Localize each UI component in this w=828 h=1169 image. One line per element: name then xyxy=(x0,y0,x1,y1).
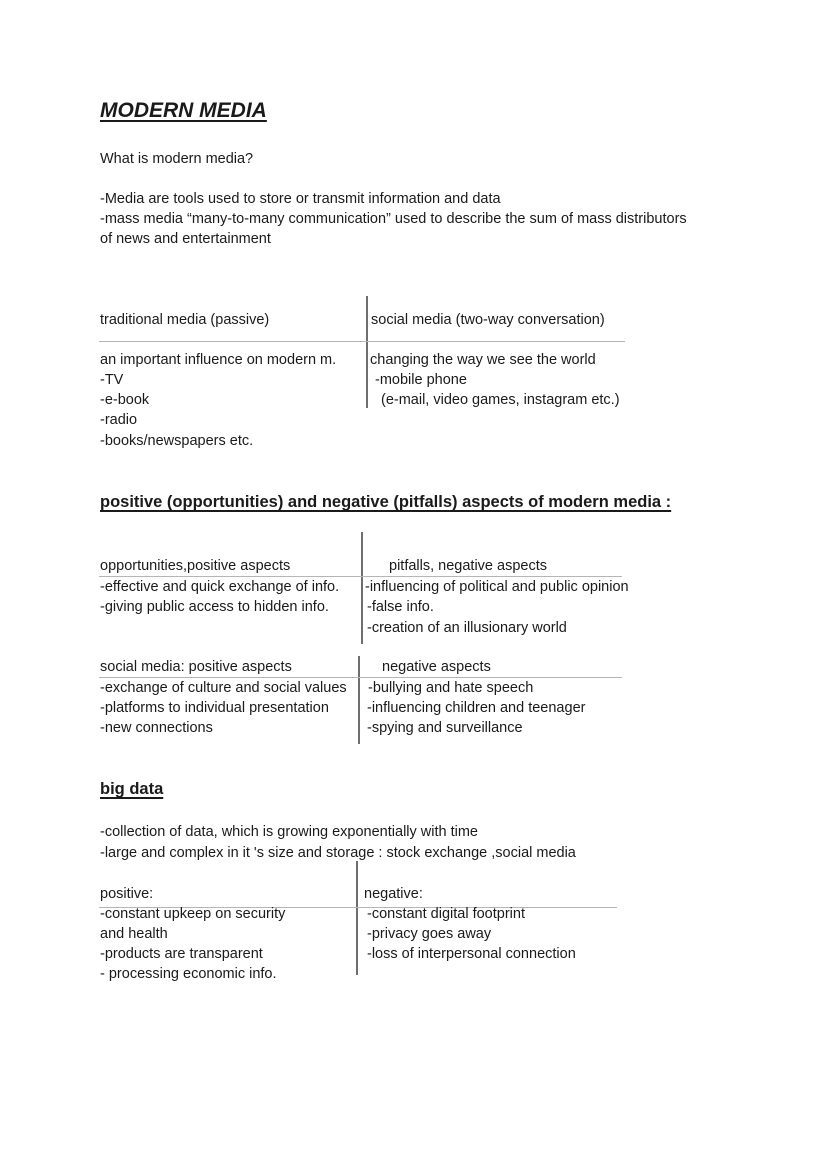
table-cell: -giving public access to hidden info. xyxy=(100,599,329,615)
big-data-line: -collection of data, which is growing exponentially with time xyxy=(100,824,478,840)
table-header-social-negative: negative aspects xyxy=(382,659,491,675)
table-header-social: social media (two-way conversation) xyxy=(371,312,605,328)
table-header-opportunities: opportunities,positive aspects xyxy=(100,558,291,574)
table-cell: -effective and quick exchange of info. xyxy=(100,579,340,595)
table-column-divider xyxy=(356,861,358,975)
table-cell: -mobile phone xyxy=(375,372,467,388)
table-header-traditional: traditional media (passive) xyxy=(100,312,270,328)
table-column-divider xyxy=(358,656,360,744)
table-header-positive: positive: xyxy=(100,886,154,902)
table-column-divider xyxy=(366,296,368,408)
table-cell: -loss of interpersonal connection xyxy=(367,946,576,962)
table-cell: an important influence on modern m. xyxy=(100,352,337,368)
table-cell: -books/newspapers etc. xyxy=(100,433,254,449)
table-column-divider xyxy=(361,532,363,644)
table-cell: -influencing children and teenager xyxy=(367,700,586,716)
table-cell: - processing economic info. xyxy=(100,966,277,982)
big-data-line: -large and complex in it 's size and storage : stock exchange ,social media xyxy=(100,845,576,861)
definition-line: of news and entertainment xyxy=(100,231,271,247)
table-cell: -constant upkeep on security xyxy=(100,906,286,922)
table-header-social-positive: social media: positive aspects xyxy=(100,659,292,675)
table-cell: -influencing of political and public opinion xyxy=(365,579,629,595)
section-heading-aspects: positive (opportunities) and negative (pitfalls) aspects of modern media : xyxy=(100,493,672,511)
table-cell: changing the way we see the world xyxy=(370,352,596,368)
table-cell: and health xyxy=(100,926,168,942)
table-cell: -radio xyxy=(100,412,138,428)
intro-question: What is modern media? xyxy=(100,151,254,167)
table-cell: -spying and surveillance xyxy=(367,720,523,736)
table-cell: -e-book xyxy=(100,392,150,408)
table-cell: -false info. xyxy=(367,599,434,615)
table-cell: -TV xyxy=(100,372,124,388)
table-header-pitfalls: pitfalls, negative aspects xyxy=(389,558,547,574)
table-cell: -creation of an illusionary world xyxy=(367,620,567,636)
table-header-negative: negative: xyxy=(364,886,423,902)
table-cell: -bullying and hate speech xyxy=(368,680,534,696)
table-cell: (e-mail, video games, instagram etc.) xyxy=(381,392,620,408)
table-cell: -privacy goes away xyxy=(367,926,492,942)
definition-line: -Media are tools used to store or transmit information and data xyxy=(100,191,501,207)
table-header-divider xyxy=(99,341,625,342)
table-cell: -platforms to individual presentation xyxy=(100,700,329,716)
table-cell: -exchange of culture and social values xyxy=(100,680,347,696)
table-cell: -new connections xyxy=(100,720,213,736)
page-title: MODERN MEDIA xyxy=(100,99,267,122)
table-cell: -constant digital footprint xyxy=(367,906,525,922)
table-cell: -products are transparent xyxy=(100,946,263,962)
definition-line: -mass media “many-to-many communication” used to describe the sum of mass distributors xyxy=(100,211,687,227)
section-heading-big-data: big data xyxy=(100,780,164,798)
